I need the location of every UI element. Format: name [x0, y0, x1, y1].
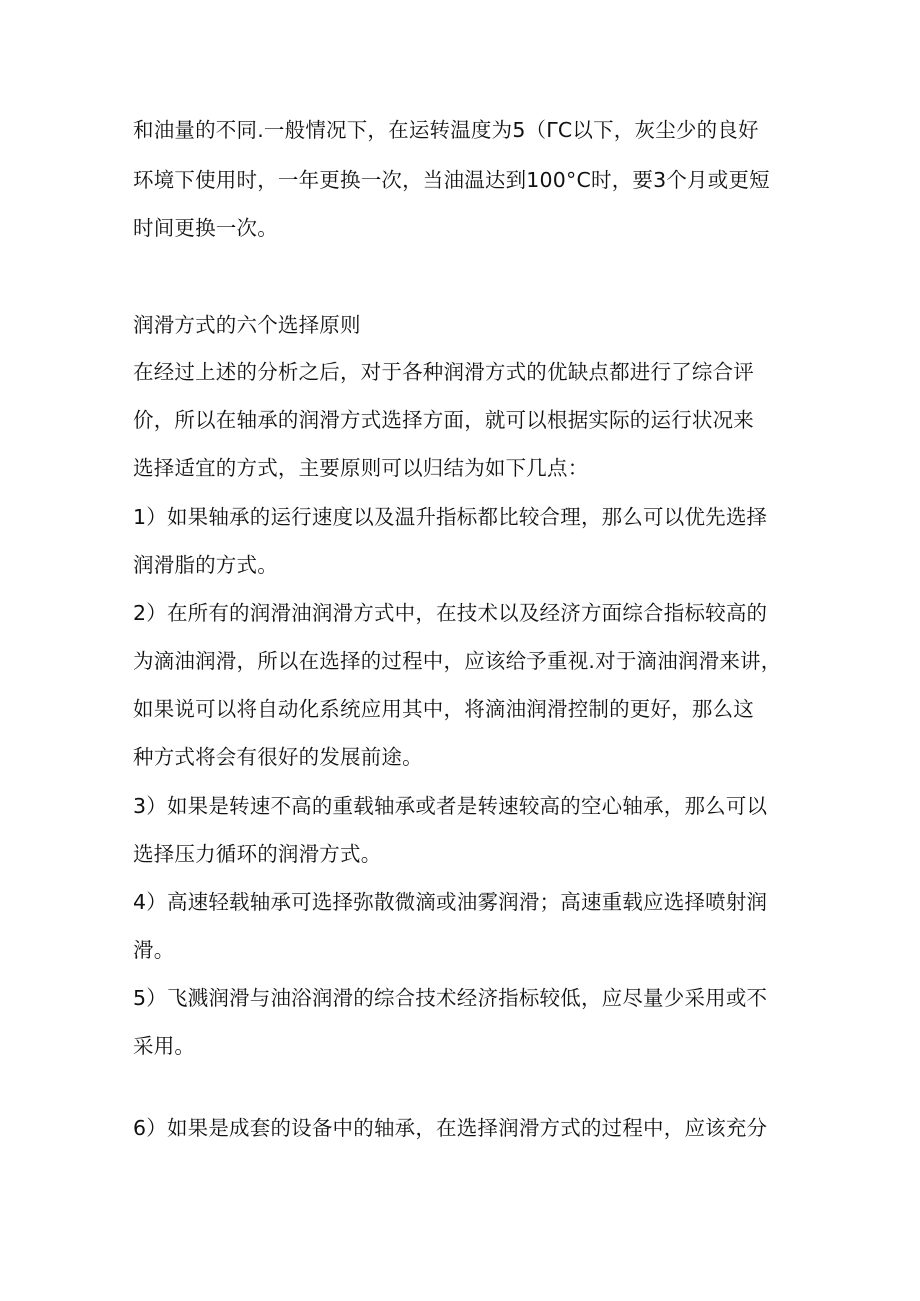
list-item-1-cont: 润滑脂的方式。 [133, 553, 278, 577]
list-item-3-cont: 选择压力循环的润滑方式。 [133, 842, 382, 866]
text-line: 和油量的不同.一般情况下，在运转温度为5（ΓC以下，灰尘少的良好 [133, 118, 759, 142]
text-line: 选择适宜的方式，主要原则可以归结为如下几点： [133, 456, 589, 480]
text-line: 价，所以在轴承的润滑方式选择方面，就可以根据实际的运行状况来 [133, 408, 754, 432]
list-item-2-cont: 如果说可以将自动化系统应用其中，将滴油润滑控制的更好，那么这 [133, 697, 754, 721]
list-item-6: 6）如果是成套的设备中的轴承，在选择润滑方式的过程中，应该充分 [133, 1116, 768, 1140]
list-item-1: 1）如果轴承的运行速度以及温升指标都比较合理，那么可以优先选择 [133, 505, 768, 529]
list-item-2-cont: 为滴油润滑，所以在选择的过程中，应该给予重视.对于滴油润滑来讲， [133, 649, 782, 673]
list-item-2: 2）在所有的润滑油润滑方式中，在技术以及经济方面综合指标较高的 [133, 601, 768, 625]
list-item-5-cont: 采用。 [133, 1034, 196, 1058]
list-item-3: 3）如果是转速不高的重载轴承或者是转速较高的空心轴承，那么可以 [133, 794, 768, 818]
list-item-4-cont: 滑。 [133, 938, 175, 962]
list-item-5: 5）飞溅润滑与油浴润滑的综合技术经济指标较低，应尽量少采用或不 [133, 986, 768, 1010]
section-heading: 润滑方式的六个选择原则 [133, 313, 361, 337]
text-line: 时间更换一次。 [133, 216, 278, 240]
list-item-2-cont: 种方式将会有很好的发展前途。 [133, 745, 423, 769]
list-item-4: 4）高速轻载轴承可选择弥散微滴或油雾润滑；高速重载应选择喷射润 [133, 890, 768, 914]
text-line: 在经过上述的分析之后，对于各种润滑方式的优缺点都进行了综合评 [133, 360, 754, 384]
text-line: 环境下使用时，一年更换一次，当油温达到100°C时，要3个月或更短 [133, 168, 770, 192]
